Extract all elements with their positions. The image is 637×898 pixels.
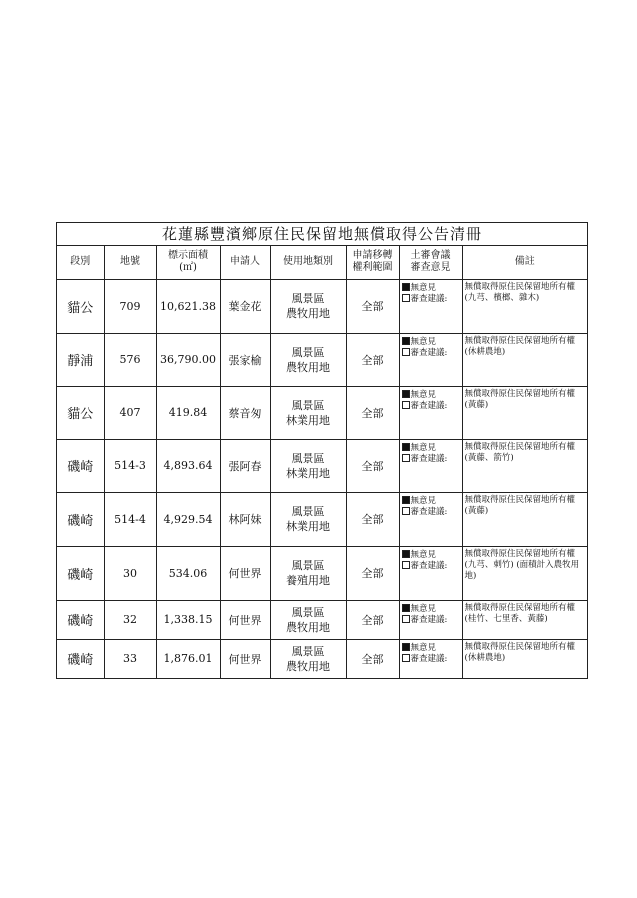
no-opinion-label: 無意見: [410, 549, 437, 560]
cell-rights: 全部: [346, 492, 399, 546]
suggestion-checkbox: [402, 348, 410, 356]
cell-area: 534.06: [156, 546, 220, 600]
land-use-zone: 風景區: [291, 292, 325, 305]
land-use-type: 農牧用地: [286, 360, 330, 374]
header-applicant: 申請人: [220, 246, 270, 279]
suggestion-label: 審查建議:: [410, 614, 448, 625]
cell-section: 貓公: [57, 386, 104, 439]
cell-land-use: [270, 439, 346, 492]
land-use-type: 林業用地: [286, 520, 330, 533]
header-row: [57, 246, 587, 279]
land-use-type: 農牧用地: [286, 659, 330, 673]
cell-rights: 全部: [346, 639, 399, 678]
announcement-table: [57, 246, 587, 678]
land-use-zone: 風景區: [291, 505, 325, 518]
suggestion-checkbox: [402, 615, 410, 623]
land-use-type: 農牧用地: [286, 620, 330, 634]
cell-review-opinion: [399, 600, 462, 639]
cell-remarks: 無償取得原住民保留地所有權(九芎、刺竹) (面積計入農牧用地): [462, 546, 587, 600]
cell-land-use: [270, 492, 346, 546]
land-use-type: 養殖用地: [286, 574, 330, 587]
cell-land-use: [270, 600, 346, 639]
cell-section: 磯崎: [57, 639, 104, 678]
suggestion-option: [402, 507, 460, 518]
table-row: [57, 386, 587, 439]
no-opinion-option: [402, 643, 460, 654]
suggestion-label: 審查建議:: [410, 453, 448, 464]
suggestion-option: [402, 348, 460, 359]
cell-rights: 全部: [346, 333, 399, 386]
cell-lot: 407: [104, 386, 156, 439]
suggestion-checkbox: [402, 401, 410, 409]
suggestion-label: 審查建議:: [410, 400, 448, 411]
cell-area: 419.84: [156, 386, 220, 439]
cell-lot: 709: [104, 279, 156, 333]
no-opinion-option: [402, 550, 460, 561]
land-use-zone: 風景區: [291, 398, 325, 412]
suggestion-checkbox: [402, 294, 410, 302]
cell-rights: 全部: [346, 600, 399, 639]
no-opinion-option: [402, 496, 460, 507]
table-row: [57, 639, 587, 678]
header-area: 標示面積 (㎡): [156, 246, 220, 279]
cell-section: 磯崎: [57, 600, 104, 639]
cell-applicant: 林阿妹: [220, 492, 270, 546]
cell-applicant: 葉金花: [220, 279, 270, 333]
no-opinion-option: [402, 390, 460, 401]
cell-lot: 32: [104, 600, 156, 639]
no-opinion-label: 無意見: [410, 603, 437, 614]
no-opinion-option: [402, 283, 460, 294]
cell-area: 4,893.64: [156, 439, 220, 492]
cell-remarks: 無償取得原住民保留地所有權(黃藤): [462, 492, 587, 546]
cell-section: 靜浦: [57, 333, 104, 386]
table-row: [57, 439, 587, 492]
cell-remarks: 無償取得原住民保留地所有權(九芎、檳榔、雜木): [462, 279, 587, 333]
cell-applicant: 張阿春: [220, 439, 270, 492]
cell-section: 磯崎: [57, 492, 104, 546]
cell-area: 1,338.15: [156, 600, 220, 639]
cell-section: 磯崎: [57, 546, 104, 600]
cell-area: 36,790.00: [156, 333, 220, 386]
no-opinion-label: 無意見: [410, 389, 437, 400]
no-opinion-label: 無意見: [410, 642, 437, 653]
cell-lot: 514-3: [104, 439, 156, 492]
cell-applicant: 蔡音匆: [220, 386, 270, 439]
cell-area: 1,876.01: [156, 639, 220, 678]
suggestion-label: 審查建議:: [410, 653, 448, 664]
cell-area: 4,929.54: [156, 492, 220, 546]
cell-rights: 全部: [346, 439, 399, 492]
no-opinion-checkbox: [402, 550, 410, 558]
suggestion-label: 審查建議:: [410, 506, 448, 517]
cell-lot: 576: [104, 333, 156, 386]
cell-remarks: 無償取得原住民保留地所有權(休耕農地): [462, 333, 587, 386]
header-lot: 地號: [104, 246, 156, 279]
no-opinion-checkbox: [402, 604, 410, 612]
land-use-zone: 風景區: [291, 451, 325, 465]
no-opinion-label: 無意見: [410, 442, 437, 453]
cell-rights: 全部: [346, 279, 399, 333]
cell-review-opinion: [399, 279, 462, 333]
cell-remarks: 無償取得原住民保留地所有權(黃藤): [462, 386, 587, 439]
cell-rights: 全部: [346, 386, 399, 439]
no-opinion-label: 無意見: [410, 495, 437, 506]
suggestion-option: [402, 401, 460, 412]
cell-remarks: 無償取得原住民保留地所有權(桂竹、七里香、黃藤): [462, 600, 587, 639]
header-section: 段別: [57, 246, 104, 279]
cell-applicant: 張家榆: [220, 333, 270, 386]
header-review: 土審會議 審查意見: [399, 246, 462, 279]
land-use-zone: 風景區: [291, 644, 325, 658]
cell-applicant: 何世界: [220, 546, 270, 600]
land-use-zone: 風景區: [291, 559, 325, 572]
suggestion-checkbox: [402, 454, 410, 462]
cell-review-opinion: [399, 439, 462, 492]
header-rights: 申請移轉 權利範圍: [346, 246, 399, 279]
no-opinion-checkbox: [402, 643, 410, 651]
cell-review-opinion: [399, 492, 462, 546]
suggestion-label: 審查建議:: [410, 347, 448, 358]
suggestion-option: [402, 615, 460, 626]
cell-review-opinion: [399, 639, 462, 678]
no-opinion-option: [402, 443, 460, 454]
no-opinion-option: [402, 337, 460, 348]
suggestion-checkbox: [402, 654, 410, 662]
suggestion-label: 審查建議:: [410, 293, 448, 304]
header-land-use: 使用地類別: [270, 246, 346, 279]
table-row: [57, 600, 587, 639]
suggestion-option: [402, 654, 460, 665]
table-row: [57, 546, 587, 600]
no-opinion-label: 無意見: [410, 282, 437, 293]
suggestion-option: [402, 294, 460, 305]
cell-land-use: [270, 639, 346, 678]
table-row: [57, 279, 587, 333]
cell-lot: 30: [104, 546, 156, 600]
no-opinion-option: [402, 604, 460, 615]
land-use-type: 林業用地: [286, 466, 330, 480]
no-opinion-label: 無意見: [410, 336, 437, 347]
no-opinion-checkbox: [402, 443, 410, 451]
land-use-type: 林業用地: [286, 413, 330, 427]
cell-section: 貓公: [57, 279, 104, 333]
document-title: 花蓮縣豐濱鄉原住民保留地無償取得公告清冊: [57, 223, 587, 246]
cell-land-use: [270, 546, 346, 600]
announcement-sheet: [56, 222, 588, 679]
land-use-zone: 風景區: [291, 605, 325, 619]
cell-land-use: [270, 386, 346, 439]
cell-review-opinion: [399, 546, 462, 600]
no-opinion-checkbox: [402, 283, 410, 291]
no-opinion-checkbox: [402, 496, 410, 504]
cell-remarks: 無償取得原住民保留地所有權(休耕農地): [462, 639, 587, 678]
suggestion-option: [402, 561, 460, 572]
header-remarks: 備註: [462, 246, 587, 279]
table-row: [57, 492, 587, 546]
cell-remarks: 無償取得原住民保留地所有權(黃藤、箭竹): [462, 439, 587, 492]
cell-land-use: [270, 333, 346, 386]
table-body: [57, 279, 587, 678]
suggestion-label: 審查建議:: [410, 560, 448, 571]
no-opinion-checkbox: [402, 337, 410, 345]
cell-review-opinion: [399, 386, 462, 439]
land-use-type: 農牧用地: [286, 307, 330, 320]
no-opinion-checkbox: [402, 390, 410, 398]
cell-section: 磯崎: [57, 439, 104, 492]
suggestion-checkbox: [402, 561, 410, 569]
cell-applicant: 何世界: [220, 600, 270, 639]
suggestion-checkbox: [402, 507, 410, 515]
cell-area: 10,621.38: [156, 279, 220, 333]
suggestion-option: [402, 454, 460, 465]
cell-lot: 514-4: [104, 492, 156, 546]
cell-lot: 33: [104, 639, 156, 678]
cell-rights: 全部: [346, 546, 399, 600]
cell-review-opinion: [399, 333, 462, 386]
table-row: [57, 333, 587, 386]
land-use-zone: 風景區: [291, 345, 325, 359]
cell-land-use: [270, 279, 346, 333]
cell-applicant: 何世界: [220, 639, 270, 678]
